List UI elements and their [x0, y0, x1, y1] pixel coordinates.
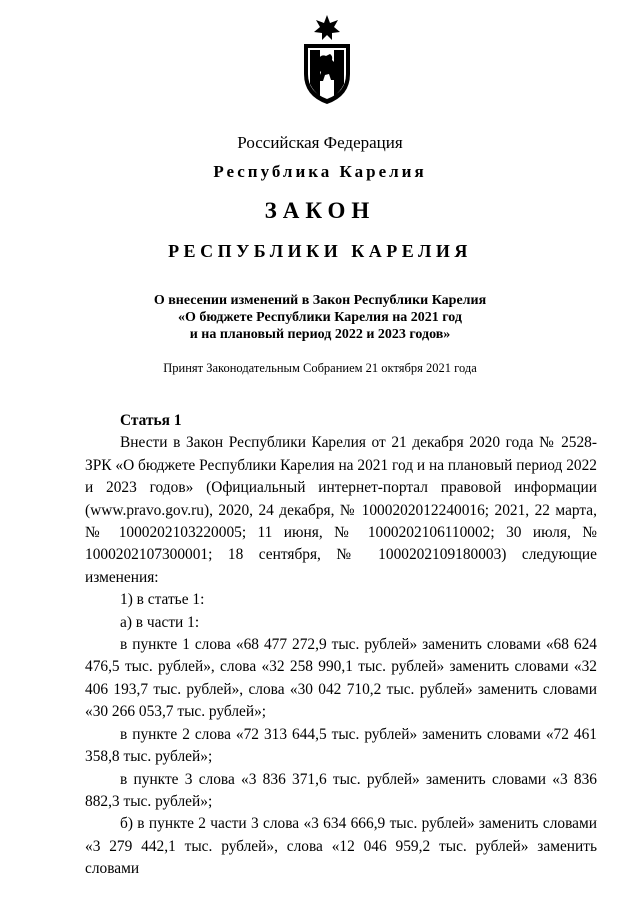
- document-title: ЗАКОН: [264, 198, 376, 223]
- republic-name: Республика Карелия: [213, 162, 427, 181]
- law-heading: [0, 292, 640, 343]
- adoption-note: Принят Законодательным Собранием 21 октября 2021 года: [163, 361, 477, 375]
- law-heading-line: О внесении изменений в Закон Республики Карелия: [153, 293, 487, 308]
- body-paragraph: б) в пункте 2 части 3 слова «3 634 666,9 тыс. рублей» заменить словами «3 279 442,1 тыс. рублей», слова «12 046 959,2 тыс. рублей» заменить словами: [85, 815, 597, 878]
- country-name: Российская Федерация: [237, 133, 403, 152]
- law-heading-line: и на плановый период 2022 и 2023 годов»: [189, 327, 451, 342]
- list-item: а) в части 1:: [120, 613, 200, 631]
- document-subtitle: РЕСПУБЛИКИ КАРЕЛИЯ: [168, 241, 472, 261]
- document-body: [85, 410, 597, 881]
- intro-paragraph: Внести в Закон Республики Карелия от 21 декабря 2020 года № 2528-ЗРК «О бюджете Республики Карелия на 2021 год и на плановый период 2022 и 2023 годов» (Официальный интернет-портал правовой информации (www.pravo.gov.ru), 2020, 24 декабря, № 1000202012240016; 2021, 22 марта, № 1000202103220005; 11 июня, № 1000202106110002; 30 июля, № 1000202107300001; 18 сентября, № 1000202109180003) следующие изменения:: [85, 434, 597, 586]
- list-item: 1) в статье 1:: [120, 591, 205, 609]
- body-paragraph: в пункте 3 слова «3 836 371,6 тыс. рублей» заменить словами «3 836 882,3 тыс. рублей»;: [85, 770, 597, 810]
- coat-of-arms-emblem: [300, 14, 354, 106]
- body-paragraph: в пункте 2 слова «72 313 644,5 тыс. рублей» заменить словами «72 461 358,8 тыс. рублей»;: [85, 725, 597, 766]
- body-paragraph: в пункте 1 слова «68 477 272,9 тыс. рублей» заменить словами «68 624 476,5 тыс. рублей», слова «32 258 990,1 тыс. рублей» заменить словами «32 406 193,7 тыс. рублей», слова «30 042 710,2 тыс. рублей» заменить словами «30 266 053,7 тыс. рублей»;: [85, 636, 597, 721]
- article-title: Статья 1: [120, 412, 182, 429]
- law-heading-line: «О бюджете Республики Карелия на 2021 год: [178, 310, 462, 325]
